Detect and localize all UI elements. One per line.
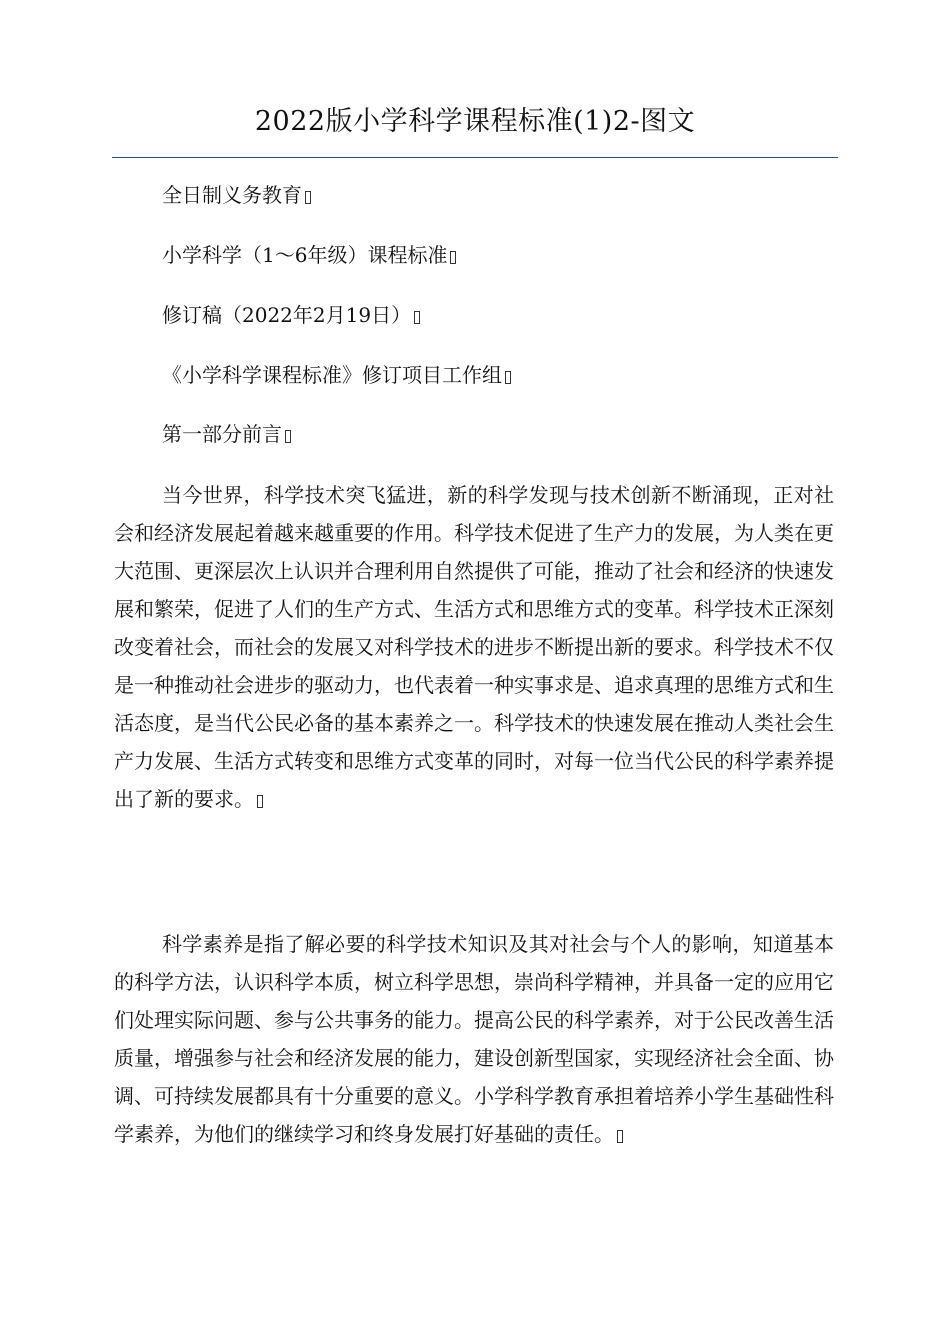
body-paragraph-1-text: 当今世界，科学技术突飞猛进，新的科学发现与技术创新不断涌现，正对社会和经济发展起着越来越重要的作用。科学技术促进了生产力的发展，为人类在更大范围、更深层次上认识并合理利用自然提供了可能，推动了社会和经济的快速发展和繁荣，促进了人们的生产方式、生活方式和思维方式的变革。科学技术正深刻改变着社会，而社会的发展又对科学技术的进步不断提出新的要求。科学技术不仅是一种推动社会进步的驱动力，也代表着一种实事求是、追求真理的思维方式和生活态度，是当代公民必备的基本素养之一。科学技术的快速发展在推动人类社会生产力发展、生活方式转变和思维方式变革的同时，对每一位当代公民的科学素养提出了新的要求。 [114, 483, 834, 811]
paragraph-mark-icon [505, 371, 511, 384]
paragraph-mark-icon [285, 430, 291, 443]
body-paragraph-2 [114, 925, 834, 1153]
paragraph-mark-icon [617, 1130, 623, 1143]
paragraph-mark-icon [257, 795, 263, 808]
body-paragraph-1 [114, 476, 834, 818]
paragraph-mark-icon [414, 311, 420, 324]
heading-line-4-text: 《小学科学课程标准》修订项目工作组 [162, 363, 502, 387]
heading-line-5 [162, 419, 291, 449]
heading-line-1-text: 全日制义务教育 [162, 183, 302, 207]
heading-line-1 [162, 180, 311, 210]
heading-line-3 [162, 300, 420, 330]
heading-line-4 [162, 360, 511, 390]
heading-line-5-text: 第一部分前言 [162, 422, 282, 446]
heading-line-3-text: 修订稿（2022年2月19日） [162, 303, 412, 327]
document-title: 2022版小学科学课程标准(1)2-图文 [254, 106, 696, 137]
heading-line-2 [162, 240, 456, 270]
heading-line-2-text: 小学科学（1～6年级）课程标准 [162, 243, 448, 267]
paragraph-mark-icon [305, 191, 311, 204]
title-divider [112, 157, 838, 158]
body-paragraph-2-text: 科学素养是指了解必要的科学技术知识及其对社会与个人的影响，知道基本的科学方法，认识科学本质，树立科学思想，崇尚科学精神，并具备一定的应用它们处理实际问题、参与公共事务的能力。提高公民的科学素养，对于公民改善生活质量，增强参与社会和经济发展的能力，建设创新型国家，实现经济社会全面、协调、可持续发展都具有十分重要的意义。小学科学教育承担着培养小学生基础性科学素养，为他们的继续学习和终身发展打好基础的责任。 [114, 932, 834, 1146]
paragraph-mark-icon [450, 251, 456, 264]
